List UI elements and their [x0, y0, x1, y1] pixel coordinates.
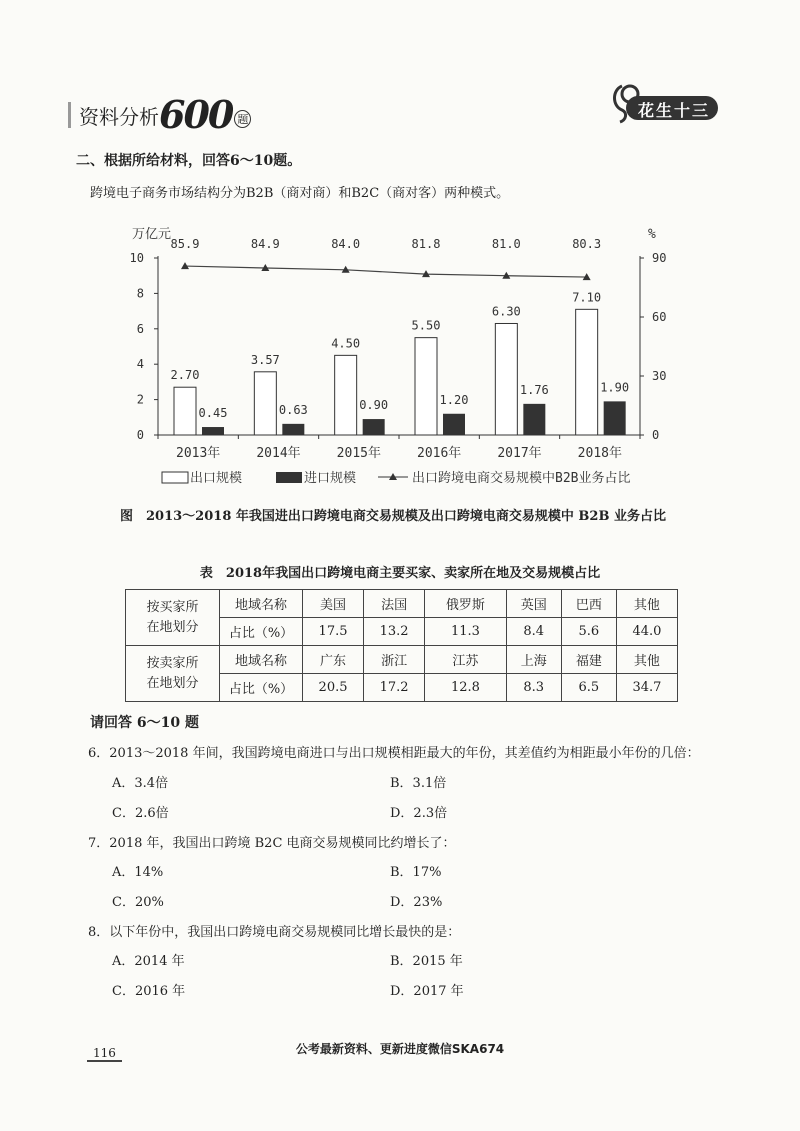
question-7-option-c[interactable]: C．20% — [112, 895, 164, 910]
y2-tick-label: 90 — [652, 251, 667, 265]
share-cell: 11.3 — [425, 618, 507, 646]
import-value-label: 0.63 — [278, 402, 308, 417]
share-label: 占比（%） — [220, 674, 303, 702]
page-header — [68, 92, 251, 137]
region-cell: 英国 — [506, 590, 561, 618]
b2b-share-label: 85.9 — [170, 237, 200, 251]
footer-note: 公考最新资料、更新进度微信SKA674 — [295, 1042, 505, 1056]
b2b-share-line — [185, 266, 587, 277]
trade-chart — [120, 220, 680, 500]
figure-caption: 图 2013～2018 年我国进出口跨境电商交易规模及出口跨境电商交易规模中 B2B 业务占比 — [120, 509, 666, 524]
import-value-label: 1.20 — [439, 392, 469, 407]
export-value-label: 2.70 — [170, 368, 200, 383]
import-bar — [604, 401, 626, 435]
share-cell: 5.6 — [561, 618, 616, 646]
question-8-option-c[interactable]: C．2016 年 — [112, 984, 186, 999]
y-tick-label: 2 — [136, 392, 144, 407]
export-bar — [335, 355, 357, 435]
book-title: 资料分析 — [79, 105, 159, 129]
export-bar — [174, 387, 196, 435]
import-bar — [523, 404, 545, 435]
b2b-share-label: 80.3 — [572, 237, 602, 251]
question-6-text: 6．2013～2018 年间，我国跨境电商进口与出口规模相距最大的年份，其差值约为相距最小年份的几倍： — [88, 746, 700, 761]
import-bar — [282, 424, 304, 435]
x-tick-label: 2013年 — [176, 446, 221, 461]
y-axis-title: 万亿元 — [132, 227, 172, 242]
x-tick-label: 2015年 — [336, 446, 381, 461]
brand-logo — [608, 80, 720, 124]
import-bar — [443, 414, 465, 435]
x-tick-label: 2018年 — [577, 446, 622, 461]
y-tick-label: 4 — [136, 357, 144, 372]
share-label: 占比（%） — [220, 618, 303, 646]
legend-export-swatch — [162, 472, 188, 483]
legend-import-swatch — [276, 472, 302, 483]
import-value-label: 0.45 — [198, 406, 228, 421]
x-tick-label: 2014年 — [256, 446, 301, 461]
share-cell: 17.5 — [303, 618, 364, 646]
group-header-line: 在地划分 — [146, 619, 199, 635]
y-tick-label: 10 — [129, 251, 144, 265]
question-8-option-a[interactable]: A．2014 年 — [112, 954, 185, 969]
export-value-label: 5.50 — [411, 318, 441, 333]
import-bar — [202, 427, 224, 435]
region-cell: 其他 — [616, 646, 677, 674]
export-value-label: 7.10 — [572, 290, 602, 305]
region-cell: 江苏 — [425, 646, 507, 674]
b2b-share-label: 84.9 — [250, 237, 280, 251]
y-tick-label: 6 — [136, 321, 144, 336]
section-title: 二、根据所给材料，回答6～10题。 — [76, 153, 302, 169]
question-7-text: 7．2018 年，我国出口跨境 B2C 电商交易规模同比约增长了： — [88, 836, 456, 851]
region-share-table — [125, 589, 678, 702]
group-header — [126, 646, 220, 702]
question-7-option-d[interactable]: D．23% — [390, 895, 443, 910]
y2-axis-title: % — [648, 227, 656, 242]
question-7-option-a[interactable]: A．14% — [112, 865, 164, 880]
export-value-label: 6.30 — [491, 304, 521, 319]
question-6-option-c[interactable]: C．2.6倍 — [112, 806, 169, 821]
question-6-option-b[interactable]: B．3.1倍 — [390, 776, 447, 791]
region-cell: 福建 — [561, 646, 616, 674]
header-divider — [68, 102, 71, 128]
y-tick-label: 8 — [136, 286, 144, 301]
export-value-label: 3.57 — [250, 352, 280, 367]
export-bar — [254, 372, 276, 435]
b2b-share-label: 81.8 — [411, 237, 441, 251]
trade-chart-svg — [120, 220, 680, 500]
region-cell: 其他 — [616, 590, 677, 618]
legend-line-label: 出口跨境电商交易规模中B2B业务占比 — [412, 471, 631, 486]
region-name-label: 地域名称 — [220, 646, 303, 674]
y2-tick-label: 30 — [652, 369, 667, 383]
b2b-share-label: 81.0 — [491, 237, 521, 251]
import-bar — [363, 419, 385, 435]
region-cell: 法国 — [364, 590, 425, 618]
share-cell: 44.0 — [616, 618, 677, 646]
x-tick-label: 2017年 — [497, 446, 542, 461]
page-number: 116 — [87, 1046, 122, 1062]
intro-text: 跨境电子商务市场结构分为B2B（商对商）和B2C（商对客）两种模式。 — [90, 186, 510, 201]
group-header-line: 按买家所 — [146, 599, 199, 615]
questions-prompt: 请回答 6～10 题 — [90, 715, 199, 731]
region-cell: 上海 — [506, 646, 561, 674]
group-header-line: 在地划分 — [146, 675, 199, 691]
book-title-number: 600 — [159, 92, 233, 137]
region-cell: 美国 — [303, 590, 364, 618]
share-cell: 20.5 — [303, 674, 364, 702]
y2-tick-label: 60 — [652, 310, 667, 324]
table-row — [126, 590, 678, 618]
region-cell: 俄罗斯 — [425, 590, 507, 618]
import-value-label: 0.90 — [359, 398, 389, 413]
region-name-label: 地域名称 — [220, 590, 303, 618]
share-cell: 8.4 — [506, 618, 561, 646]
group-header — [126, 590, 220, 646]
import-value-label: 1.90 — [600, 380, 630, 395]
logo-text: 花生十三 — [638, 101, 711, 120]
table-row — [126, 646, 678, 674]
question-6-option-a[interactable]: A．3.4倍 — [112, 776, 169, 791]
region-cell: 广东 — [303, 646, 364, 674]
question-8-text: 8．以下年份中，我国出口跨境电商交易规模同比增长最快的是： — [88, 925, 461, 940]
import-value-label: 1.76 — [519, 382, 549, 397]
question-8-option-d[interactable]: D．2017 年 — [390, 984, 464, 999]
table-caption: 表 2018年我国出口跨境电商主要买家、卖家所在地及交易规模占比 — [199, 566, 601, 581]
share-cell: 6.5 — [561, 674, 616, 702]
share-cell: 13.2 — [364, 618, 425, 646]
export-value-label: 4.50 — [331, 336, 361, 351]
share-cell: 8.3 — [506, 674, 561, 702]
export-bar — [415, 338, 437, 435]
question-8-option-b[interactable]: B．2015 年 — [390, 954, 463, 969]
region-cell: 浙江 — [364, 646, 425, 674]
question-6-option-d[interactable]: D．2.3倍 — [390, 806, 448, 821]
share-cell: 17.2 — [364, 674, 425, 702]
legend-export-label: 出口规模 — [190, 471, 243, 486]
group-header-line: 按卖家所 — [146, 655, 199, 671]
b2b-share-label: 84.0 — [331, 237, 361, 251]
legend-import-label: 进口规模 — [304, 471, 357, 486]
export-bar — [576, 309, 598, 435]
x-tick-label: 2016年 — [417, 446, 462, 461]
y-tick-label: 0 — [136, 428, 144, 442]
y2-tick-label: 0 — [652, 428, 660, 442]
book-title-suffix: 题 — [234, 110, 251, 128]
share-cell: 34.7 — [616, 674, 677, 702]
share-cell: 12.8 — [425, 674, 507, 702]
question-7-option-b[interactable]: B．17% — [390, 865, 442, 880]
region-cell: 巴西 — [561, 590, 616, 618]
export-bar — [495, 323, 517, 435]
